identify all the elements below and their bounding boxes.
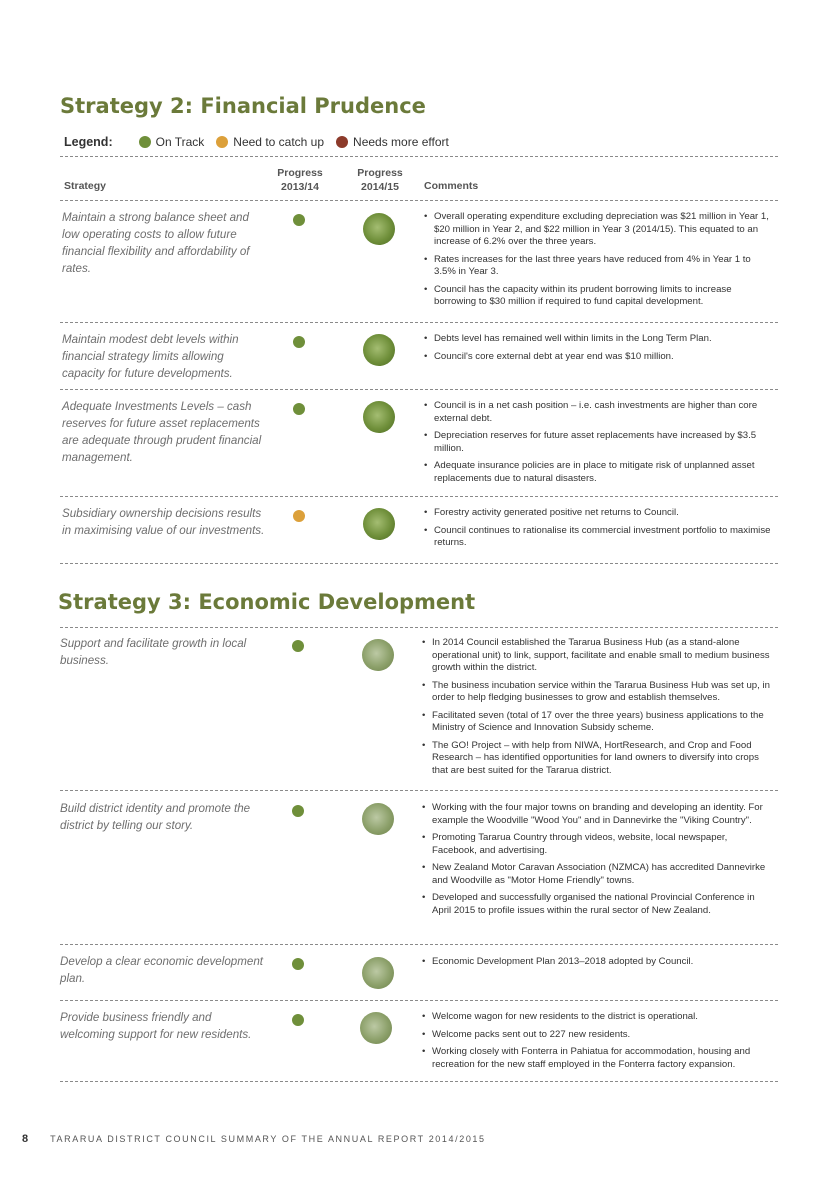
column-header-year-2013: 2013/14 (281, 181, 319, 193)
comment-item: • In 2014 Council established the Tararua Business Hub (as a stand-alone operational unit) to link, support, facilitate and enable small to medium business growth within the district. (422, 637, 772, 675)
row-divider (60, 1000, 778, 1001)
row-divider (60, 322, 778, 323)
comment-item: • Overall operating expenditure excluding depreciation was $21 million in Year 1, $20 million in Year 2, and $22 million in Year 3 (2014/15). This equated to an increase of 6.2% over the three years. (424, 211, 774, 249)
row-divider (60, 389, 778, 390)
comment-item: • New Zealand Motor Caravan Association (NZMCA) has accredited Dannevirke and Woodville as "Motor Home Friendly" towns. (422, 862, 772, 887)
row-divider (60, 790, 778, 791)
comment-item: • Working with the four major towns on branding and developing an identity. For example the Woodville "Wood You" and in Dannevirke the "Viking Country". (422, 802, 772, 827)
comment-item: • Economic Development Plan 2013–2018 adopted by Council. (422, 956, 772, 969)
comment-item: • Council is in a net cash position – i.e. cash investments are higher than core external debt. (424, 400, 774, 425)
comment-item: • Facilitated seven (total of 17 over the three years) business applications to the Ministry of Science and Innovation Subsidy scheme. (422, 710, 772, 735)
comment-item: • Depreciation reserves for future asset replacements have increased by $3.5 million. (424, 430, 774, 455)
column-header-strategy: Strategy (64, 180, 107, 192)
comment-item: • Working closely with Fonterra in Pahiatua for accommodation, housing and recreation for the new staff employed in the Fonterra factory expansion. (422, 1046, 772, 1071)
comment-item: • Debts level has remained well within limits in the Long Term Plan. (424, 333, 774, 346)
status-2014-on-track-icon (362, 639, 394, 671)
strategy-text: Adequate Investments Levels – cash reserves for future asset replacements are adequate through prudent financial management. (62, 400, 262, 464)
status-2014-on-track-icon (362, 803, 394, 835)
column-header-comments: Comments (424, 180, 479, 192)
status-2013-on-track-icon (293, 336, 305, 348)
legend-label: Legend: (64, 135, 113, 149)
comments-list (424, 507, 774, 555)
legend-on-track (139, 135, 205, 149)
strategy-text: Maintain a strong balance sheet and low operating costs to allow future financial flexibility and affordability of rates. (62, 211, 250, 275)
column-header-progress-label: Progress (277, 167, 323, 179)
section-end-divider (60, 1081, 778, 1082)
status-2013-on-track-icon (292, 958, 304, 970)
comment-item: • Developed and successfully organised the national Provincial Conference in April 2015 to profile issues within the rural sector of New Zealand. (422, 892, 772, 917)
legend (64, 135, 461, 149)
more-effort-dot-icon (336, 136, 348, 148)
footer-text: TARARUA DISTRICT COUNCIL SUMMARY OF THE ANNUAL REPORT 2014/2015 (50, 1134, 486, 1144)
legend-more-effort-label: Needs more effort (353, 135, 449, 149)
comment-item: • The GO! Project – with help from NIWA, HortResearch, and Crop and Food Research – has identified opportunities for land owners to diversify into crops that are best suited for the Tararua district. (422, 740, 772, 778)
section-end-divider (60, 563, 778, 564)
strategy-text: Build district identity and promote the district by telling our story. (60, 802, 251, 832)
comments-list (422, 802, 772, 922)
comments-list (424, 333, 774, 368)
comment-item: • The business incubation service within the Tararua Business Hub was set up, in order to help fledging businesses to grow and establish themselves. (422, 680, 772, 705)
strategy-3-title: Strategy 3: Economic Development (58, 590, 476, 614)
legend-on-track-label: On Track (155, 135, 205, 149)
comments-list (424, 400, 774, 490)
status-2014-on-track-icon (363, 213, 395, 245)
comment-item: • Adequate insurance policies are in place to mitigate risk of unplanned asset replacements due to natural disasters. (424, 460, 774, 485)
header-divider (60, 627, 778, 628)
comment-item: • Welcome wagon for new residents to the district is operational. (422, 1011, 772, 1024)
comment-item: • Council has the capacity within its prudent borrowing limits to increase borrowing to $30 million if required to fund capital development. (424, 284, 774, 309)
comments-list (422, 637, 772, 782)
status-2013-on-track-icon (292, 1014, 304, 1026)
legend-catch-up-label: Need to catch up (233, 135, 325, 149)
comment-item: • Rates increases for the last three years have reduced from 4% in Year 1 to 3.5% in Year 3. (424, 254, 774, 279)
legend-catch-up (216, 135, 324, 149)
strategy-text: Develop a clear economic development plan. (60, 955, 264, 985)
status-2014-on-track-icon (363, 401, 395, 433)
header-divider (60, 200, 778, 201)
comments-list (424, 211, 774, 314)
comment-item: • Welcome packs sent out to 227 new residents. (422, 1029, 772, 1042)
comment-item: • Council continues to rationalise its commercial investment portfolio to maximise returns. (424, 525, 774, 550)
status-2013-on-track-icon (293, 403, 305, 415)
row-divider (60, 944, 778, 945)
status-2013-need-to-catch-up-icon (293, 510, 305, 522)
status-2014-on-track-icon (363, 334, 395, 366)
status-2014-on-track-icon (363, 508, 395, 540)
on-track-dot-icon (139, 136, 151, 148)
legend-more-effort (336, 135, 449, 149)
status-2013-on-track-icon (292, 640, 304, 652)
column-header-progress-2013 (272, 166, 328, 194)
page-number: 8 (22, 1133, 29, 1145)
strategy-text: Maintain modest debt levels within financial strategy limits allowing capacity for future developments. (62, 333, 239, 380)
strategy-text: Subsidiary ownership decisions results in maximising value of our investments. (62, 507, 265, 537)
comments-list (422, 1011, 772, 1076)
comment-item: • Council's core external debt at year end was $10 million. (424, 351, 774, 364)
catch-up-dot-icon (216, 136, 228, 148)
status-2013-on-track-icon (293, 214, 305, 226)
column-header-progress-2014 (352, 166, 408, 194)
comment-item: • Forestry activity generated positive net returns to Council. (424, 507, 774, 520)
comment-item: • Promoting Tararua Country through videos, website, local newspaper, Facebook, and advertising. (422, 832, 772, 857)
status-2014-on-track-icon (362, 957, 394, 989)
strategy-text: Provide business friendly and welcoming support for new residents. (60, 1011, 252, 1041)
row-divider (60, 496, 778, 497)
page-footer (22, 1133, 486, 1145)
column-header-year-2014: 2014/15 (361, 181, 399, 193)
strategy-text: Support and facilitate growth in local business. (60, 637, 247, 667)
strategy-2-title: Strategy 2: Financial Prudence (60, 94, 426, 118)
column-header-progress-label: Progress (357, 167, 403, 179)
status-2013-on-track-icon (292, 805, 304, 817)
legend-divider (60, 156, 778, 157)
comments-list (422, 956, 772, 974)
status-2014-on-track-icon (360, 1012, 392, 1044)
